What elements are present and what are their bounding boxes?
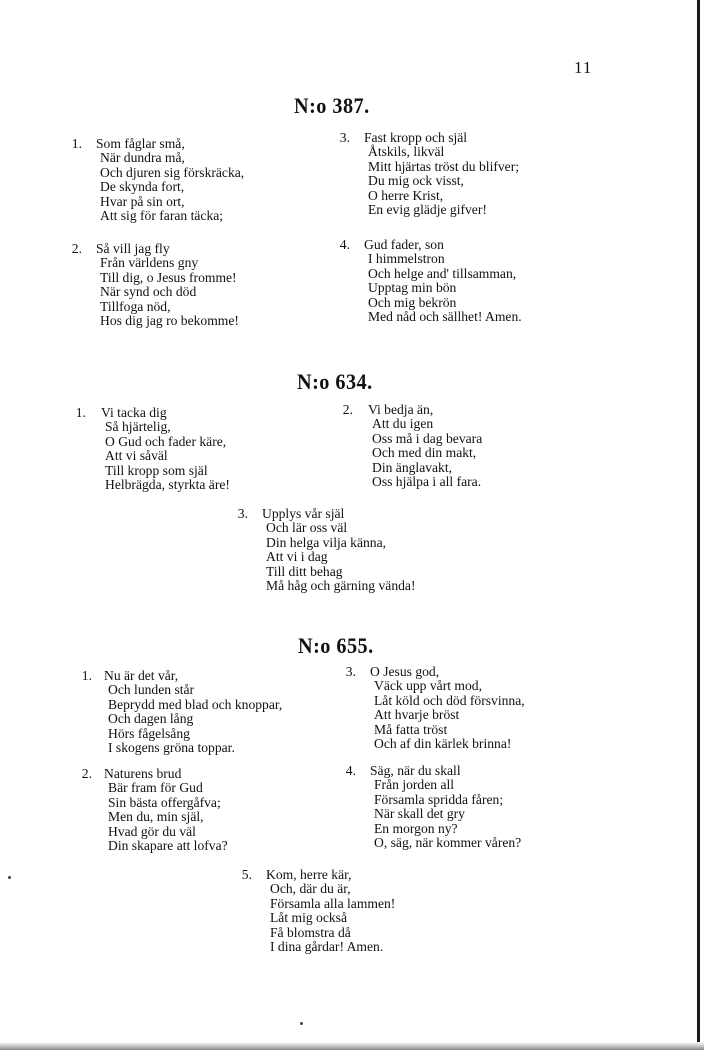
ink-speck <box>8 876 11 879</box>
verse-line: När dundra må, <box>100 150 185 166</box>
verse-line: De skynda fort, <box>100 179 185 195</box>
verse-line: Att du igen <box>372 416 434 432</box>
verse-number: 5. <box>241 867 252 882</box>
verse-line: Hvar på sin ort, <box>100 193 185 209</box>
verse-line: Må håg och gärning vända! <box>266 578 416 594</box>
verse-line: Må fatta tröst <box>374 721 448 737</box>
verse-line: Att vi i dag <box>266 549 328 565</box>
verse-number: 1. <box>71 136 82 151</box>
hymn-title-387: N:o 387. <box>294 93 370 118</box>
verse-line: Upplys vår själ <box>262 506 345 521</box>
verse-line: Få blomstra då <box>270 924 351 940</box>
verse-number: 3. <box>339 130 350 145</box>
verse-line: Och mig bekrön <box>368 294 457 310</box>
verse-line: I himmelstron <box>368 251 445 267</box>
verse-line: Naturens brud <box>104 766 182 781</box>
verse-line: Hvad gör du väl <box>108 823 196 839</box>
page-edge-shadow <box>697 0 700 1050</box>
verse-line: Och lär oss väl <box>266 520 348 536</box>
verse-line: Beprydd med blad och knoppar, <box>108 696 283 712</box>
verse-line: Som fåglar små, <box>96 136 185 151</box>
verse-line: När skall det gry <box>374 806 465 822</box>
page-bottom-edge <box>0 1042 704 1050</box>
verse-line: Och med din makt, <box>372 445 477 461</box>
verse-number: 2. <box>81 766 92 781</box>
verse-line: Din änglavakt, <box>372 459 453 475</box>
hymn-title-634: N:o 634. <box>297 369 373 394</box>
verse-line: Från världens gny <box>100 255 199 271</box>
verse-line: Mitt hjärtas tröst du blifver; <box>368 158 520 174</box>
verse-line: Hos dig jag ro bekomme! <box>100 313 239 329</box>
verse-line: Oss må i dag bevara <box>372 430 483 446</box>
verse-line: O herre Krist, <box>368 187 444 203</box>
verse-line: Din helga vilja känna, <box>266 534 387 550</box>
ink-speck <box>300 1022 303 1025</box>
verse-line: Med nåd och sällhet! Amen. <box>368 309 522 325</box>
verse-line: Och helge and' tillsamman, <box>368 265 517 281</box>
verse-line: Helbrägda, styrkta äre! <box>105 477 230 493</box>
verse-line: Så vill jag fly <box>96 241 170 256</box>
verse-line: Upptag min bön <box>368 280 457 296</box>
verse-line: Och, där du är, <box>270 881 351 897</box>
verse-line: Till ditt behag <box>266 563 343 579</box>
verse-line: Och af din kärlek brinna! <box>374 736 512 752</box>
verse-line: En evig glädje gifver! <box>368 202 487 218</box>
verse-line: Kom, herre kär, <box>266 867 352 882</box>
verse-line: Församla alla lammen! <box>270 895 396 911</box>
verse-line: Fast kropp och själ <box>364 130 468 145</box>
verse-line: Väck upp vårt mod, <box>374 678 482 694</box>
verse-line: Din skapare att lofva? <box>108 838 228 854</box>
verse-line: Du mig ock visst, <box>368 173 464 189</box>
verse-number: 1. <box>75 405 86 420</box>
verse-number: 3. <box>237 506 248 521</box>
verse-line: Och dagen lång <box>108 711 194 727</box>
verse-line: Till kropp som själ <box>105 462 208 478</box>
verse-number: 2. <box>342 402 353 417</box>
verse-line: Och lunden står <box>108 682 195 698</box>
verse-line: Från jorden all <box>374 777 455 793</box>
verse-line: Så hjärtelig, <box>105 419 171 435</box>
verse-line: Åtskils, likväl <box>368 144 445 160</box>
verse-line: Bär fram för Gud <box>108 780 203 796</box>
verse-number: 4. <box>339 237 350 252</box>
verse-line: Nu är det vår, <box>104 668 179 683</box>
verse-line: Och djuren sig förskräcka, <box>100 164 245 180</box>
verse-line: Låt köld och död försvinna, <box>374 692 525 708</box>
verse-line: I skogens gröna toppar. <box>108 740 235 756</box>
verse-line: Vi bedja än, <box>368 402 434 417</box>
verse-line: Sin bästa offergåfva; <box>108 794 221 810</box>
verse-line: Men du, min själ, <box>108 809 204 825</box>
verse-line: Hörs fågelsång <box>108 725 190 741</box>
verse-line: Vi tacka dig <box>101 405 167 420</box>
verse-line: Tillfoga nöd, <box>100 298 171 314</box>
verse-number: 1. <box>81 668 92 683</box>
verse-line: Församla spridda fåren; <box>374 791 504 807</box>
verse-line: I dina gårdar! Amen. <box>270 939 384 955</box>
verse-number: 3. <box>345 664 356 679</box>
page-number: 11 <box>574 58 593 77</box>
verse-line: Låt mig också <box>270 910 348 926</box>
verse-line: Att hvarje bröst <box>374 707 460 723</box>
verse-line: En morgon ny? <box>374 820 458 836</box>
verse-line: O, säg, när kommer våren? <box>374 835 522 851</box>
verse-line: Oss hjälpa i all fara. <box>372 474 482 490</box>
hymn-title-655: N:o 655. <box>298 633 374 658</box>
verse-line: Att vi såväl <box>105 448 168 464</box>
verse-line: Till dig, o Jesus fromme! <box>100 269 237 285</box>
verse-line: O Jesus god, <box>370 664 440 679</box>
verse-line: Säg, när du skall <box>370 763 461 778</box>
verse-line: Gud fader, son <box>364 237 444 252</box>
verse-number: 2. <box>71 241 82 256</box>
verse-line: O Gud och fader käre, <box>105 433 227 449</box>
verse-line: Att sig för faran täcka; <box>100 208 224 224</box>
verse-line: När synd och död <box>100 284 197 300</box>
verse-number: 4. <box>345 763 356 778</box>
